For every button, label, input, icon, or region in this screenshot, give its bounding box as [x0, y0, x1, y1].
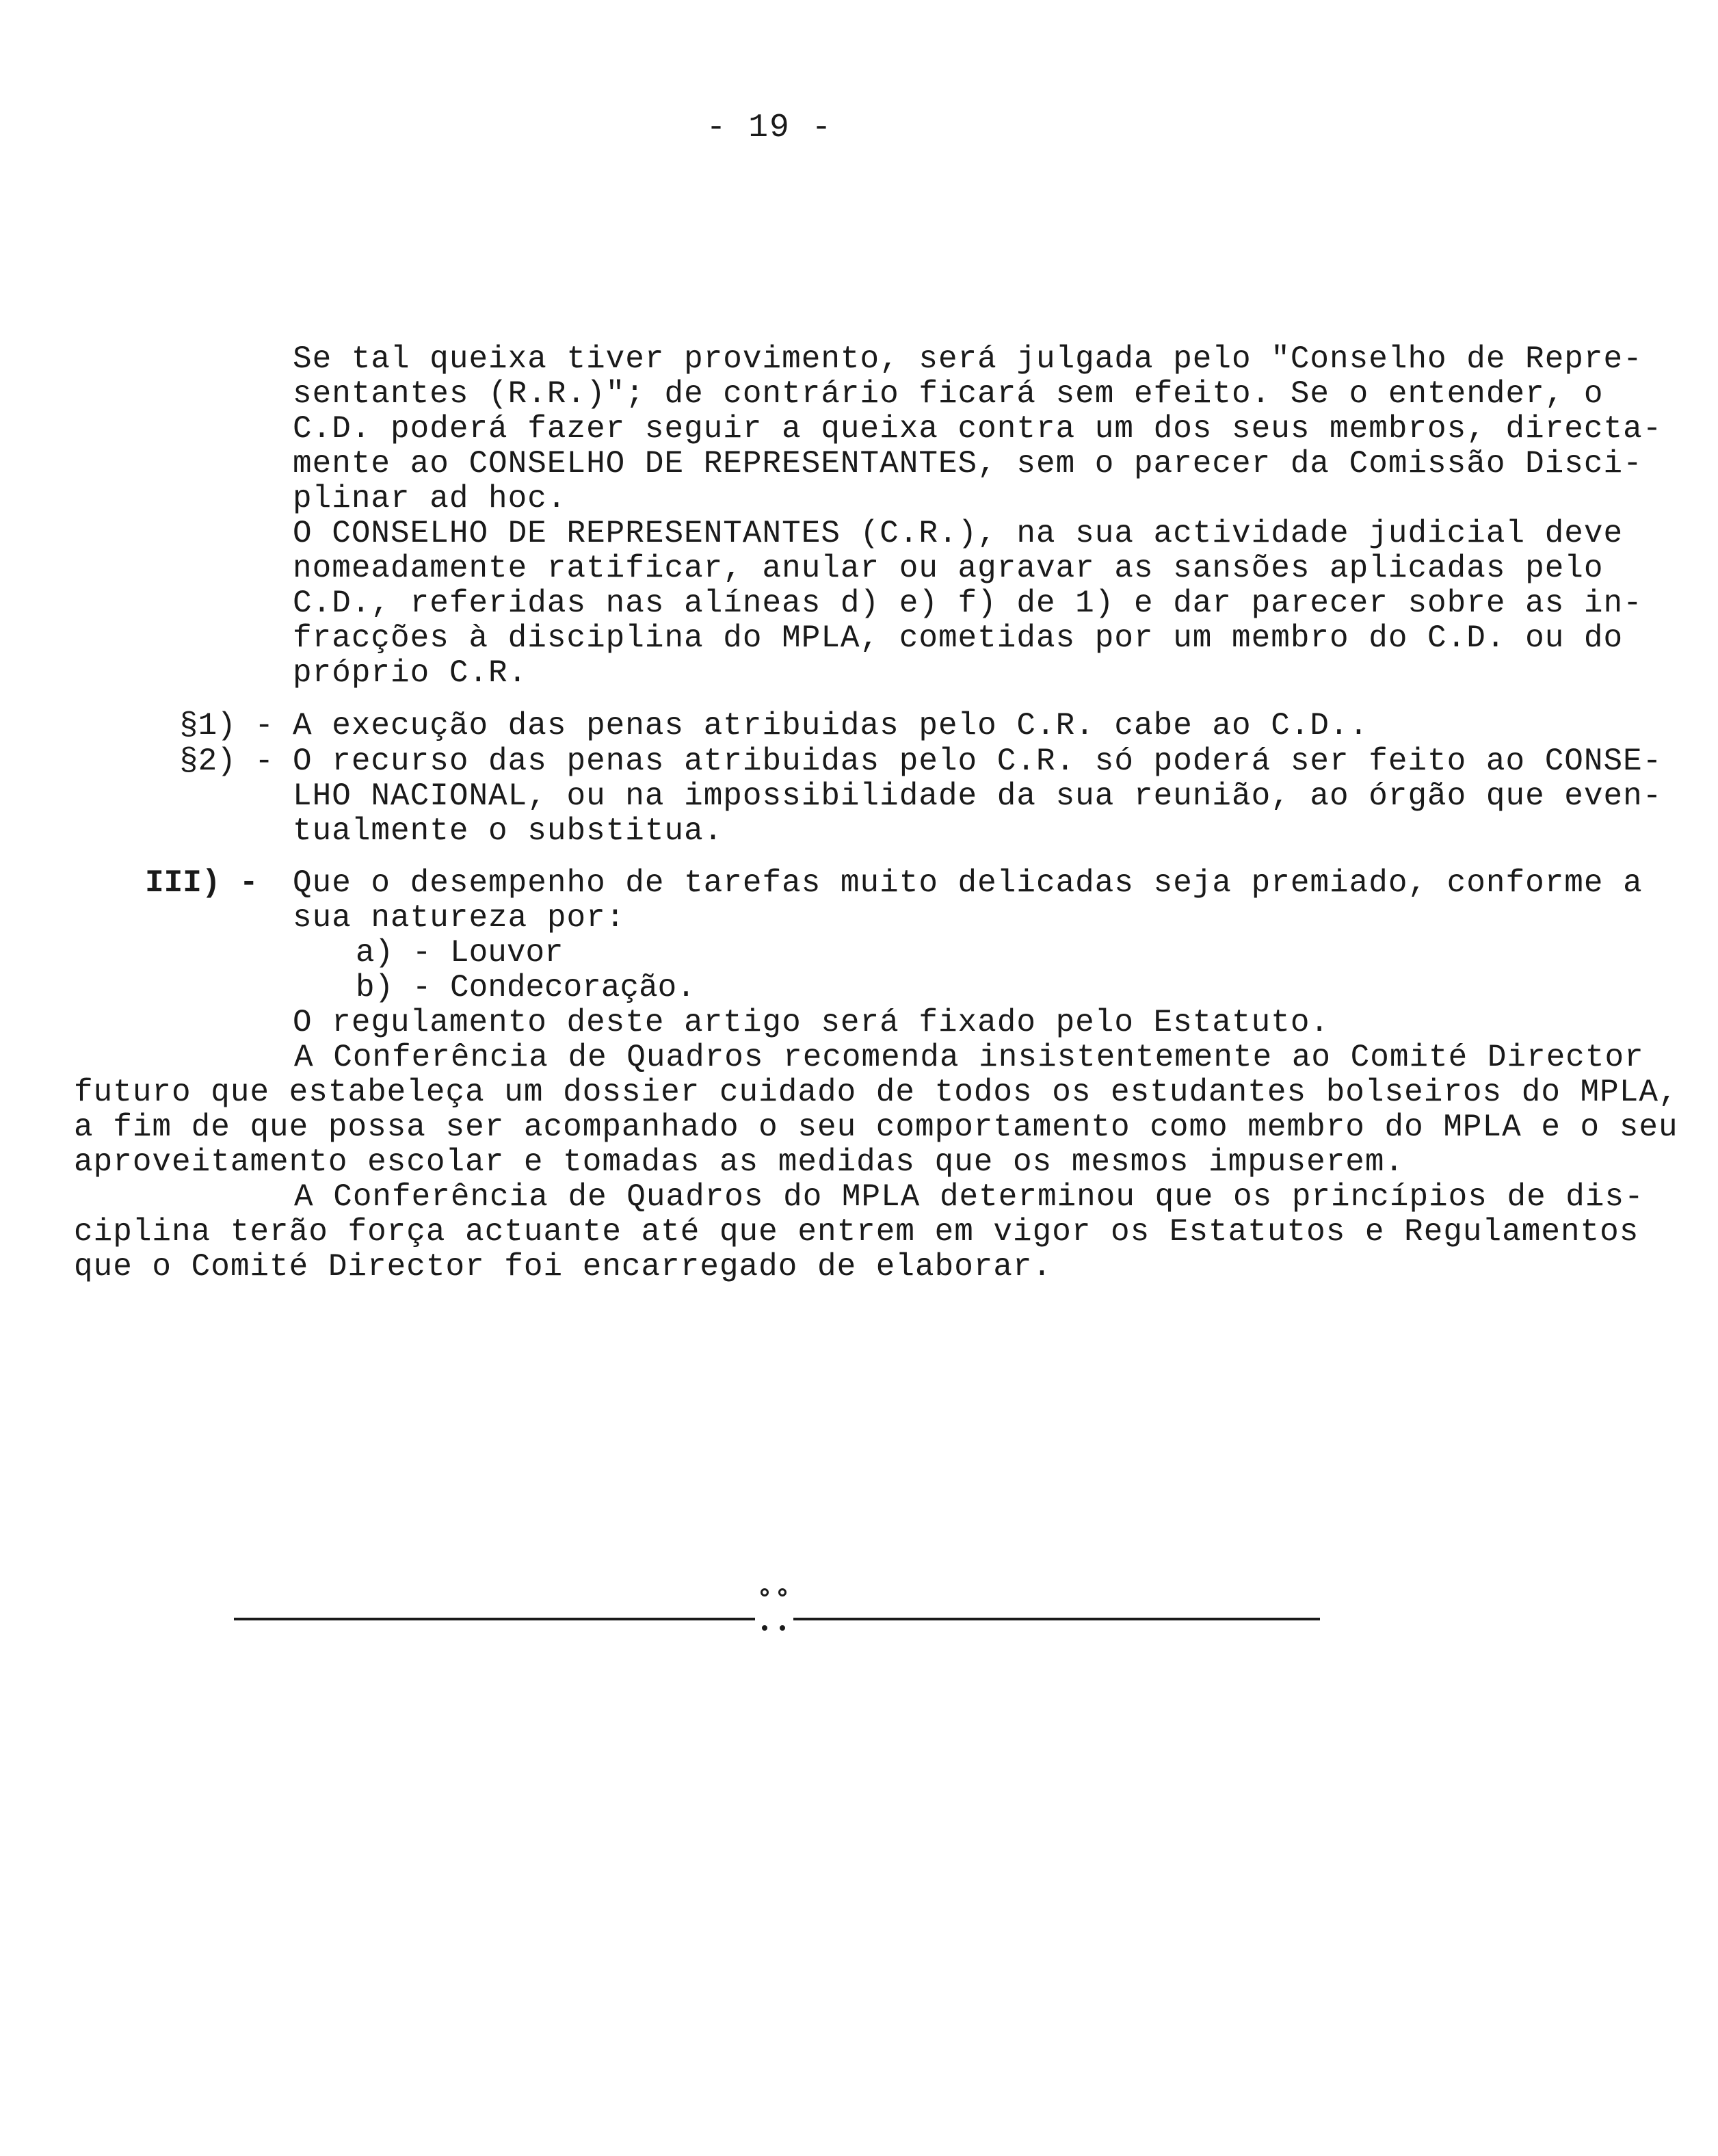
paragraph-4-line: que o Comité Director foi encarregado de elaborar. — [74, 1249, 1053, 1285]
item-iii-line: Que o desempenho de tarefas muito delicadas seja premiado, conforme a — [293, 865, 1643, 901]
ornament-dot-icon — [780, 1625, 785, 1631]
ornament-dot-icon — [778, 1588, 787, 1596]
paragraph-1-line: mente ao CONSELHO DE REPRESENTANTES, sem o parecer da Comissão Disci- — [293, 446, 1643, 482]
paragraph-2-line: próprio C.R. — [293, 655, 528, 691]
paragraph-1-line: sentantes (R.R.)"; de contrário ficará sem efeito. Se o entender, o — [293, 376, 1604, 412]
paragraph-2-line: O CONSELHO DE REPRESENTANTES (C.R.), na sua actividade judicial deve — [293, 516, 1624, 551]
paragraph-1-line: plinar ad hoc. — [293, 481, 567, 516]
ornament-dot-icon — [761, 1588, 769, 1596]
section-line: LHO NACIONAL, ou na impossibilidade da sua reunião, ao órgão que even- — [293, 778, 1663, 814]
paragraph-3-line: A Conferência de Quadros recomenda insistentemente ao Comité Director — [294, 1040, 1644, 1075]
paragraph-2-line: fracções à disciplina do MPLA, cometidas por um membro do C.D. ou do — [293, 620, 1624, 656]
section-line: O recurso das penas atribuidas pelo C.R. só poderá ser feito ao CONSE- — [293, 744, 1663, 779]
divider-line-right — [793, 1618, 1320, 1620]
item-iii-mark: III) - — [145, 865, 259, 901]
ornament-dot-icon — [762, 1625, 767, 1631]
divider-line-left — [234, 1618, 755, 1620]
section-line: tualmente o substitua. — [293, 813, 724, 849]
paragraph-3-line: aproveitamento escolar e tomadas as medidas que os mesmos impuserem. — [74, 1144, 1405, 1180]
paragraph-4-line: A Conferência de Quadros do MPLA determinou que os princípios de dis- — [294, 1179, 1644, 1215]
paragraph-2-line: C.D., referidas nas alíneas d) e) f) de 1) e dar parecer sobre as in- — [293, 586, 1643, 621]
section-mark: §1) - — [179, 708, 274, 744]
item-iii-closing: O regulamento deste artigo será fixado pelo Estatuto. — [293, 1005, 1330, 1040]
paragraph-3-line: futuro que estabeleça um dossier cuidado de todos os estudantes bolseiros do MPLA, — [74, 1075, 1678, 1110]
page-number: - 19 - — [706, 109, 833, 146]
section-mark: §2) - — [179, 744, 274, 779]
paragraph-1-line: C.D. poderá fazer seguir a queixa contra um dos seus membros, directa- — [293, 411, 1663, 447]
paragraph-2-line: nomeadamente ratificar, anular ou agravar as sansões aplicadas pelo — [293, 551, 1604, 586]
item-iii-line: sua natureza por: — [293, 900, 626, 936]
section-line: A execução das penas atribuidas pelo C.R. cabe ao C.D.. — [293, 708, 1369, 744]
paragraph-3-line: a fim de que possa ser acompanhado o seu comportamento como membro do MPLA e o seu — [74, 1109, 1678, 1145]
option-louvor: a) - Louvor — [356, 935, 564, 971]
paragraph-4-line: ciplina terão força actuante até que entrem em vigor os Estatutos e Regulamentos — [74, 1214, 1639, 1250]
option-condecoracao: b) - Condecoração. — [356, 970, 696, 1005]
paragraph-1-line: Se tal queixa tiver provimento, será julgada pelo "Conselho de Repre- — [293, 341, 1643, 377]
